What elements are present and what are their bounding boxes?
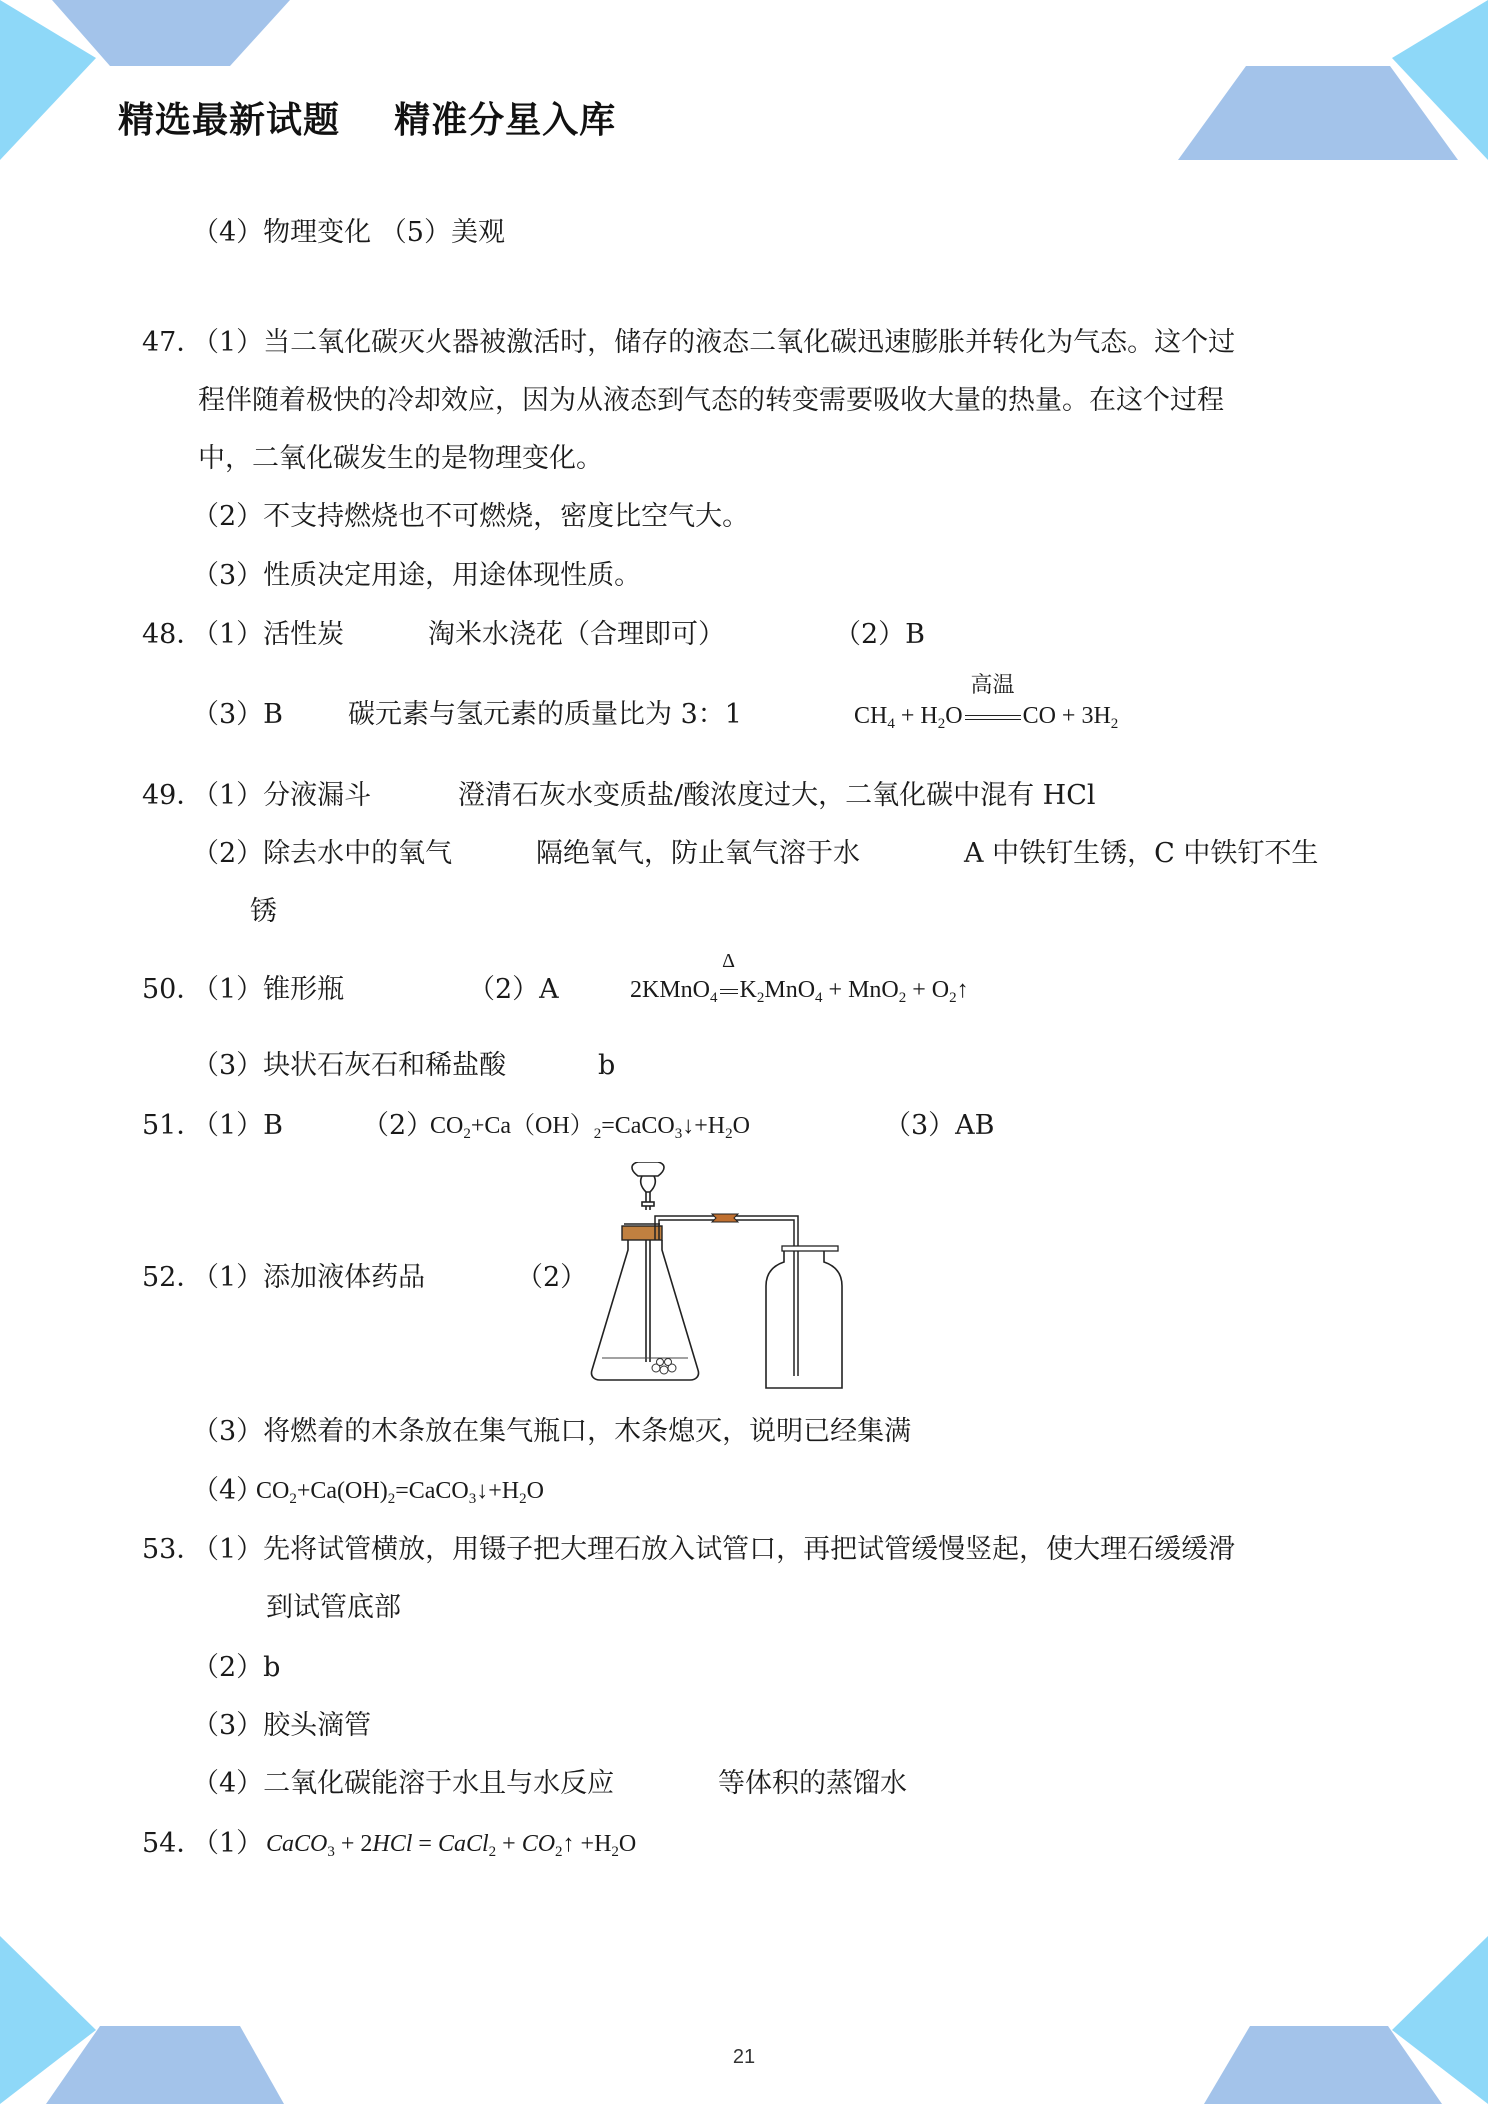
q47-2: （2）不支持燃烧也不可燃烧，密度比空气大。 (192, 501, 750, 532)
q49-2b: 隔绝氧气，防止氧气溶于水 (536, 838, 860, 869)
q49-2d: 锈 (250, 896, 277, 927)
q53-number: 53． (142, 1534, 204, 1565)
q48-equation-condition: 高温 (970, 672, 1015, 697)
q53-4a: （4）二氧化碳能溶于水且与水反应 (192, 1768, 615, 1799)
q48-2: （2）B (834, 619, 926, 650)
conical-flask (591, 1240, 698, 1380)
q48-number: 48． (142, 619, 204, 650)
q50-equation-condition: Δ (722, 950, 735, 972)
q48-1b: 淘米水浇花（合理即可） (428, 619, 725, 650)
q49-number: 49． (142, 780, 204, 811)
q49-2c: A 中铁钉生锈，C 中铁钉不生 (964, 838, 1319, 869)
q49-1a: （1）分液漏斗 (192, 780, 372, 811)
q50-1: （1）锥形瓶 (192, 974, 345, 1005)
q52-equation: $CO_2+Ca(OH)_2=CaCO_3↓+H_2O$ (256, 1478, 544, 1507)
q54-equation: CaCO$_3$ + 2HCl = CaCl$_2$ + $CO_2↑ +H_2O$ (266, 1831, 637, 1860)
q50-3a: （3）块状石灰石和稀盐酸 (192, 1050, 507, 1081)
gas-collecting-bottle (766, 1250, 842, 1388)
q48-equation: $CH_4 + H_2O$ 高温 CO + $3H_2$ (854, 672, 1119, 732)
rubber-stopper (622, 1226, 662, 1240)
q51-3: （3）AB (884, 1110, 995, 1141)
q52-3: （3）将燃着的木条放在集气瓶口，木条熄灭，说明已经集满 (192, 1416, 912, 1447)
q52-number: 52． (142, 1262, 204, 1293)
q50-3b: b (598, 1050, 616, 1081)
q54-1: （1） (192, 1828, 264, 1859)
q50-equation: 2KMnO$_4$ Δ $K_2MnO_4 + MnO_2$ + $O_2↑$ (630, 950, 969, 1006)
page-number: 21 (732, 2046, 756, 2068)
page-header-title: 精选最新试题 精准分星入库 (118, 100, 617, 141)
q50-2: （2）A (468, 974, 559, 1005)
q52-2: （2） (516, 1262, 588, 1293)
glass-plate (782, 1246, 838, 1251)
q52-1: （1）添加液体药品 (192, 1262, 426, 1293)
q51-equation: $CO_2+Ca(OH)_2=CaCO_3↓+H_2O$ (430, 1113, 750, 1142)
gas-collection-apparatus (586, 1162, 856, 1392)
q51-1: （1）B (192, 1110, 284, 1141)
q50-number: 50． (142, 974, 204, 1005)
q53-2: （2）b (192, 1652, 281, 1683)
q52-4: （4） (192, 1475, 264, 1506)
q51-number: 51． (142, 1110, 204, 1141)
marble-chips (652, 1359, 676, 1375)
q47-1-line1: （1）当二氧化碳灭火器被激活时，储存的液态二氧化碳迅速膨胀并转化为气态。这个过 (192, 327, 1236, 358)
q53-4b: 等体积的蒸馏水 (718, 1768, 907, 1799)
q49-2a: （2）除去水中的氧气 (192, 838, 453, 869)
q47-1-line3: 中，二氧化碳发生的是物理变化。 (198, 443, 603, 474)
q49-1b: 澄清石灰水变质盐/酸浓度过大，二氧化碳中混有 HCl (458, 780, 1096, 811)
q48-3b: 碳元素与氢元素的质量比为 3：1 (348, 699, 742, 730)
q47-1-line2: 程伴随着极快的冷却效应，因为从液态到气态的转变需要吸收大量的热量。在这个过程 (198, 385, 1224, 416)
q48-3a: （3）B (192, 699, 284, 730)
q53-1-line2: 到试管底部 (266, 1592, 401, 1623)
q53-1-line1: （1）先将试管横放，用镊子把大理石放入试管口，再把试管缓慢竖起，使大理石缓缓滑 (192, 1534, 1236, 1565)
q47-3: （3）性质决定用途，用途体现性质。 (192, 560, 642, 591)
rubber-tube-joint (712, 1214, 738, 1222)
q47-number: 47． (142, 327, 204, 358)
answer-46-4-5: （4）物理变化 （5）美观 (192, 217, 505, 248)
q54-number: 54． (142, 1828, 204, 1859)
q48-1a: （1）活性炭 (192, 619, 345, 650)
q53-3: （3）胶头滴管 (192, 1710, 372, 1741)
q51-2: （2） (362, 1110, 434, 1141)
separatory-funnel (632, 1162, 664, 1362)
